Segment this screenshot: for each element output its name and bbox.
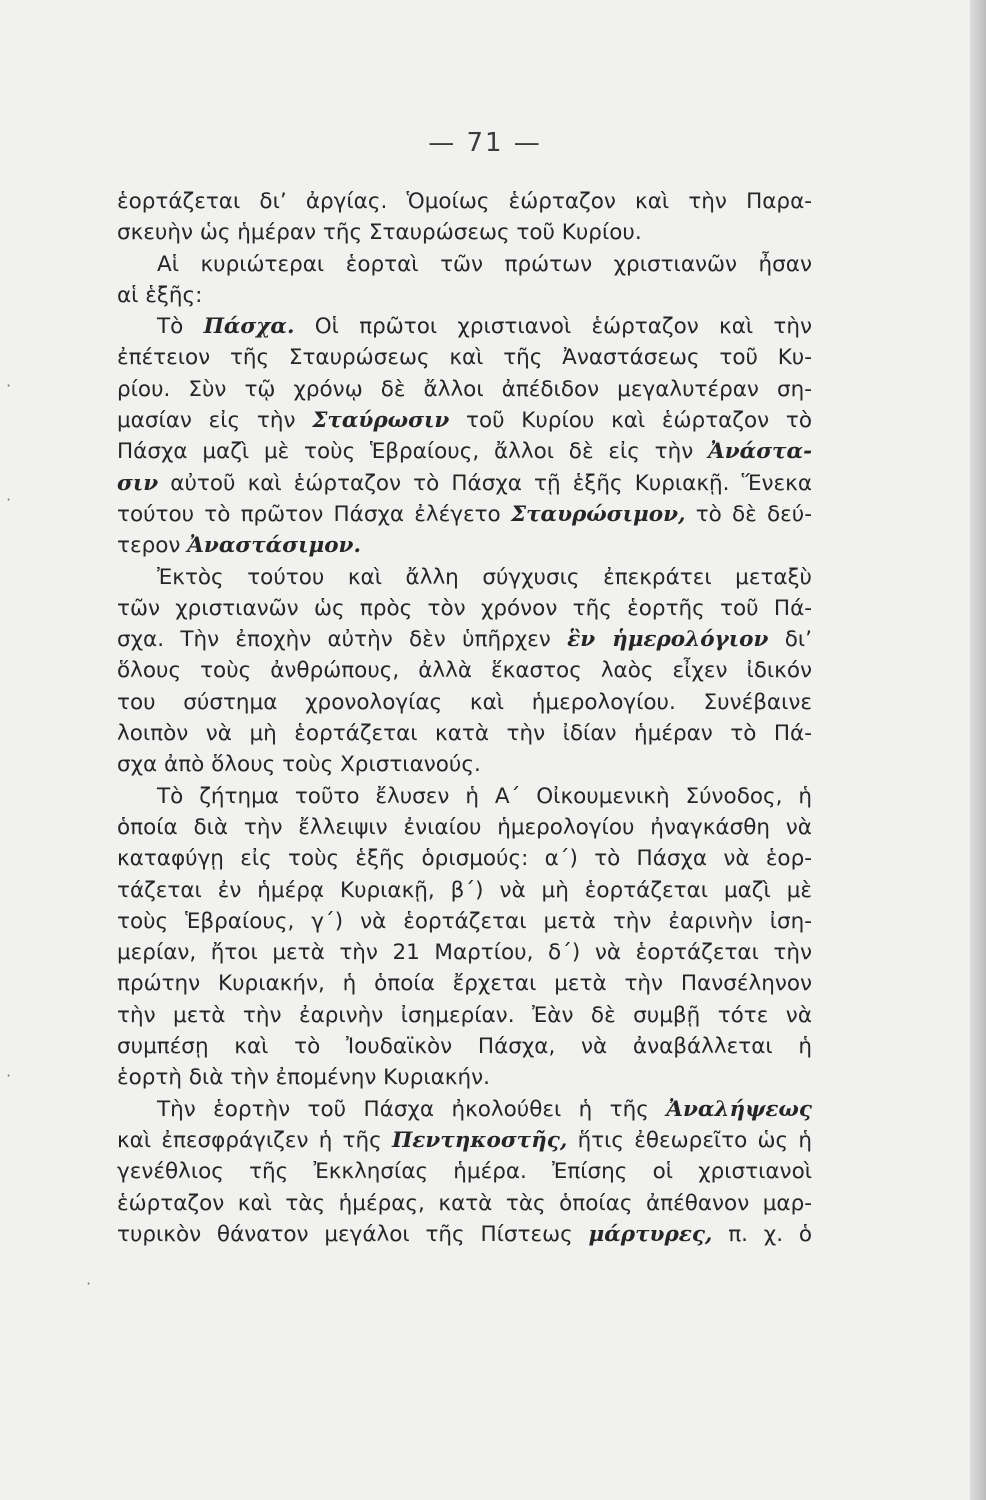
text-run: Τὴν ἑορτὴν τοῦ Πάσχα ἠκολούθει ἡ τῆς	[157, 1096, 667, 1122]
emphasized-term: Πάσχα.	[203, 314, 295, 340]
text-line	[117, 655, 812, 686]
text-run: τερον	[117, 533, 188, 559]
margin-speck: ·	[6, 490, 12, 509]
text-line	[117, 718, 812, 749]
text-run: τὸ δὲ δεύ-	[685, 501, 812, 527]
text-line	[117, 562, 812, 593]
text-run: σχα ἀπὸ ὅλους τοὺς Χριστιανούς.	[117, 752, 481, 778]
text-line	[117, 906, 812, 937]
text-run: τὴν μετὰ τὴν ἐαρινὴν ἰσημερίαν. Ἐὰν δὲ συμβῇ τότε νὰ	[117, 1002, 812, 1028]
text-line	[117, 875, 812, 906]
text-line	[117, 530, 812, 561]
page-number: — 71 —	[428, 128, 542, 158]
text-line	[117, 687, 812, 718]
text-line	[117, 812, 812, 843]
page-edge	[970, 0, 986, 1500]
text-run: ἑορτάζεται δι’ ἀργίας. Ὁμοίως ἑώρταζον καὶ τὴν Παρα-	[117, 189, 812, 214]
text-line	[117, 624, 812, 655]
emphasized-term: Ἀνάστα-	[708, 439, 812, 465]
emphasized-term: σιν	[117, 470, 159, 496]
text-run: τούτου τὸ πρῶτον Πάσχα ἐλέγετο	[117, 501, 511, 527]
text-run: ἑώρταζον καὶ τὰς ἡμέρας, κατὰ τὰς ὁποίας ἀπέθανον μαρ-	[117, 1190, 812, 1216]
text-run: του σύστημα χρονολογίας καὶ ἡμερολογίου. Συνέβαινε	[117, 689, 812, 715]
text-run: αὐτοῦ καὶ ἑώρταζον τὸ Πάσχα τῇ ἑξῆς Κυριακῇ. Ἕνεκα	[158, 470, 812, 496]
text-run: λοιπὸν νὰ μὴ ἑορτάζεται κατὰ τὴν ἰδίαν ἡμέραν τὸ Πά-	[117, 721, 812, 747]
text-run: ὁποία διὰ τὴν ἔλλειψιν ἐνιαίου ἡμερολογίου ἠναγκάσθη νὰ	[117, 814, 812, 840]
body-text	[117, 186, 812, 1250]
text-run: Τὸ ζήτημα τοῦτο ἔλυσεν ἡ Α΄ Οἰκουμενικὴ Σύνοδος, ἡ	[157, 783, 812, 809]
text-line	[117, 436, 812, 467]
emphasized-term: μάρτυρες,	[588, 1221, 713, 1247]
text-line	[117, 1062, 812, 1093]
text-run: ἑορτὴ διὰ τὴν ἐπομένην Κυριακήν.	[117, 1065, 490, 1091]
text-line	[117, 1000, 812, 1031]
text-run: τυρικὸν θάνατον μεγάλοι τῆς Πίστεως	[117, 1221, 589, 1247]
emphasized-term: Ἀναστάσιμον.	[187, 533, 361, 559]
text-line	[117, 342, 812, 373]
text-line	[117, 1031, 812, 1062]
text-line	[117, 968, 812, 999]
text-line	[117, 749, 812, 780]
text-run: Τὸ	[157, 314, 204, 340]
text-line	[117, 468, 812, 499]
text-line	[117, 1094, 812, 1125]
margin-speck: ·	[6, 376, 12, 395]
text-line	[117, 186, 812, 217]
text-run: μερίαν, ἤτοι μετὰ τὴν 21 Μαρτίου, δ΄) νὰ ἑορτάζεται τὴν	[117, 940, 812, 966]
emphasized-term: Ἀναλήψεως	[666, 1096, 812, 1122]
emphasized-term: Σταύρωσιν	[312, 408, 450, 434]
margin-speck: ·	[6, 1066, 12, 1085]
text-run: Οἱ πρῶτοι χριστιανοὶ ἑώρταζον καὶ τὴν	[294, 314, 812, 340]
text-run: πρώτην Κυριακήν, ἡ ὁποία ἔρχεται μετὰ τὴν Πανσέληνον	[117, 971, 812, 997]
emphasized-term: ἓν ἡμερολόγιον	[567, 627, 769, 653]
text-line	[117, 405, 812, 436]
text-line	[117, 593, 812, 624]
text-run: Ἐκτὸς τούτου καὶ ἄλλη σύγχυσις ἐπεκράτει μεταξὺ	[157, 564, 812, 590]
text-run: γενέθλιος τῆς Ἐκκλησίας ἡμέρα. Ἐπίσης οἱ χριστιανοὶ	[117, 1159, 812, 1185]
text-line	[117, 374, 812, 405]
text-line	[117, 1156, 812, 1187]
text-run: ἐπέτειον τῆς Σταυρώσεως καὶ τῆς Ἀναστάσεως τοῦ Κυ-	[117, 345, 812, 371]
text-line	[117, 843, 812, 874]
text-line	[117, 937, 812, 968]
text-line	[117, 1188, 812, 1219]
text-run: ὅλους τοὺς ἀνθρώπους, ἀλλὰ ἕκαστος λαὸς εἶχεν ἰδικόν	[117, 658, 812, 684]
text-run: σκευὴν ὡς ἡμέραν τῆς Σταυρώσεως τοῦ Κυρίου.	[117, 220, 642, 246]
text-run: συμπέσῃ καὶ τὸ Ἰουδαϊκὸν Πάσχα, νὰ ἀναβάλλεται ἡ	[117, 1034, 812, 1060]
text-run: τοῦ Κυρίου καὶ ἑώρταζον τὸ	[449, 408, 812, 434]
text-run: ἥτις ἐθεωρεῖτο ὡς ἡ	[567, 1127, 812, 1153]
text-line	[117, 280, 812, 311]
text-run: σχα. Τὴν ἐποχὴν αὐτὴν δὲν ὑπῆρχεν	[117, 627, 568, 653]
margin-speck: ·	[86, 1274, 92, 1293]
text-run: Πάσχα μαζὶ μὲ τοὺς Ἑβραίους, ἄλλοι δὲ εἰς τὴν	[117, 439, 709, 465]
text-line	[117, 781, 812, 812]
text-run: αἱ ἑξῆς:	[117, 282, 203, 308]
text-run: Αἱ κυριώτεραι ἑορταὶ τῶν πρώτων χριστιανῶν ἦσαν	[157, 251, 812, 277]
text-line	[117, 311, 812, 342]
text-line	[117, 1125, 812, 1156]
emphasized-term: Πεντηκοστῆς,	[391, 1127, 568, 1153]
text-run: τῶν χριστιανῶν ὡς πρὸς τὸν χρόνον τῆς ἑορτῆς τοῦ Πά-	[117, 595, 812, 621]
text-run: τοὺς Ἑβραίους, γ΄) νὰ ἑορτάζεται μετὰ τὴν ἐαρινὴν ἰση-	[117, 908, 812, 934]
text-run: ρίου. Σὺν τῷ χρόνῳ δὲ ἄλλοι ἀπέδιδον μεγαλυτέραν ση-	[117, 376, 812, 402]
text-run: δι’	[768, 627, 812, 653]
text-run: τάζεται ἐν ἡμέρᾳ Κυριακῇ, β΄) νὰ μὴ ἑορτάζεται μαζὶ μὲ	[117, 877, 812, 903]
text-line	[117, 1219, 812, 1250]
emphasized-term: Σταυρώσιμον,	[510, 501, 686, 527]
text-line	[117, 249, 812, 280]
text-line	[117, 217, 812, 248]
text-run: καὶ ἐπεσφράγιζεν ἡ τῆς	[117, 1127, 392, 1153]
text-line	[117, 499, 812, 530]
text-run: μασίαν εἰς τὴν	[117, 408, 313, 434]
text-run: π. χ. ὁ	[712, 1221, 812, 1247]
text-run: καταφύγῃ εἰς τοὺς ἑξῆς ὁρισμούς: α΄) τὸ Πάσχα νὰ ἑορ-	[117, 846, 812, 872]
